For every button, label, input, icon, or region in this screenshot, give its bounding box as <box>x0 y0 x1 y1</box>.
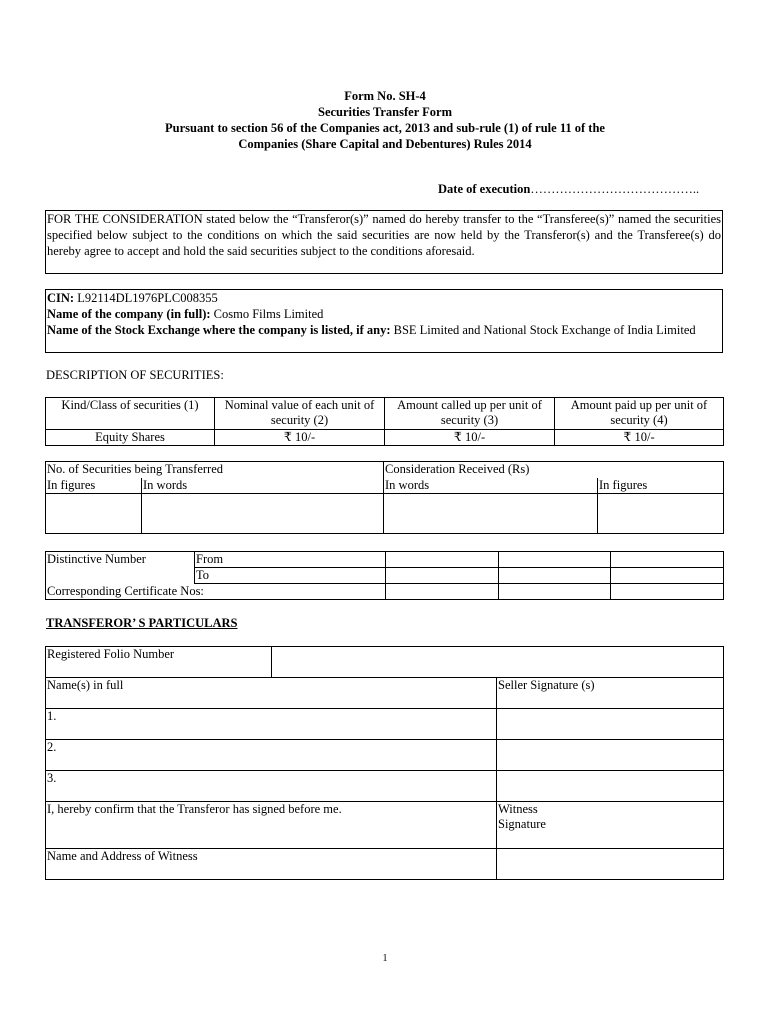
no-of-securities-label: No. of Securities being Transferred <box>46 462 384 478</box>
to-field-3[interactable] <box>611 568 724 584</box>
cell-nominal-value: ₹ 10/- <box>215 430 385 446</box>
form-subtitle-line2: Companies (Share Capital and Debentures) Rules 2014 <box>238 137 532 151</box>
transferor-name-2[interactable]: 2. <box>46 740 497 771</box>
description-heading: DESCRIPTION OF SECURITIES: <box>46 368 224 382</box>
consideration-in-words-field[interactable] <box>384 494 598 534</box>
date-of-execution <box>438 181 738 197</box>
cin-label: CIN: <box>47 291 75 305</box>
transferor-name-1[interactable]: 1. <box>46 709 497 740</box>
registered-folio-label: Registered Folio Number <box>46 647 272 678</box>
in-words-label: In words <box>142 478 384 494</box>
cin-value: L92114DL1976PLC008355 <box>74 291 218 305</box>
to-field-1[interactable] <box>386 568 499 584</box>
securities-in-figures-field[interactable] <box>46 494 142 534</box>
header-amount-called: Amount called up per unit of security (3) <box>385 398 555 430</box>
certificate-field-2[interactable] <box>499 584 611 600</box>
page-number: 1 <box>382 953 388 964</box>
header-nominal-value: Nominal value of each unit of security (2) <box>215 398 385 430</box>
header-amount-paid: Amount paid up per unit of security (4) <box>555 398 724 430</box>
date-of-execution-label: Date of execution <box>438 182 531 196</box>
cell-amount-called: ₹ 10/- <box>385 430 555 446</box>
from-label: From <box>195 552 386 568</box>
form-title: Securities Transfer Form <box>318 105 452 119</box>
transferor-table <box>45 646 724 880</box>
certificate-field-1[interactable] <box>386 584 499 600</box>
witness-label: Witness <box>498 802 538 816</box>
company-name-label: Name of the company (in full): <box>47 307 211 321</box>
to-label: To <box>195 568 386 584</box>
consideration-in-words-label: In words <box>384 478 598 494</box>
witness-address-label: Name and Address of Witness <box>46 849 497 880</box>
form-number: Form No. SH-4 <box>344 89 426 103</box>
from-field-2[interactable] <box>499 552 611 568</box>
transferor-name-3[interactable]: 3. <box>46 771 497 802</box>
stock-exchange-value: BSE Limited and National Stock Exchange of India Limited <box>390 323 696 337</box>
securities-data-row <box>46 430 724 446</box>
consideration-in-figures-label: In figures <box>598 478 724 494</box>
company-details <box>45 289 723 353</box>
distinctive-number-label: Distinctive Number <box>46 552 195 568</box>
transfer-table <box>45 461 724 534</box>
stock-exchange-label: Name of the Stock Exchange where the company is listed, if any: <box>47 323 391 337</box>
date-of-execution-field[interactable]: ………………………………….. <box>530 182 700 196</box>
seller-signature-1[interactable] <box>497 709 724 740</box>
transferor-heading: TRANSFEROR’ S PARTICULARS <box>46 616 238 630</box>
from-field-1[interactable] <box>386 552 499 568</box>
certificate-field-3[interactable] <box>611 584 724 600</box>
cell-amount-paid: ₹ 10/- <box>555 430 724 446</box>
company-name-value: Cosmo Films Limited <box>210 307 324 321</box>
distinctive-spacer <box>46 568 195 584</box>
securities-table <box>45 397 724 446</box>
consideration-received-label: Consideration Received (Rs) <box>384 462 724 478</box>
cell-kind-class: Equity Shares <box>46 430 215 446</box>
witness-confirmation: I, hereby confirm that the Transferor has signed before me. <box>46 802 497 849</box>
securities-header-row <box>46 398 724 430</box>
in-figures-label: In figures <box>46 478 142 494</box>
witness-address-field[interactable] <box>497 849 724 880</box>
seller-signature-label: Seller Signature (s) <box>497 678 724 709</box>
consideration-paragraph: FOR THE CONSIDERATION stated below the “Transferor(s)” named do hereby transfer to the “Transferee(s)” named the securities specified below subject to the conditions on which the said securities are now held by the Transferor(s) and the Transferee(s) do hereby agree to accept and hold the said securities subject to the conditions aforesaid. <box>45 210 723 274</box>
witness-signature-cell[interactable] <box>497 802 724 849</box>
to-field-2[interactable] <box>499 568 611 584</box>
securities-in-words-field[interactable] <box>142 494 384 534</box>
from-field-3[interactable] <box>611 552 724 568</box>
witness-signature-label: Signature <box>498 817 546 831</box>
names-in-full-label: Name(s) in full <box>46 678 497 709</box>
seller-signature-2[interactable] <box>497 740 724 771</box>
header-kind-class: Kind/Class of securities (1) <box>46 398 215 430</box>
registered-folio-field[interactable] <box>272 647 724 678</box>
distinctive-number-table <box>45 551 724 600</box>
consideration-in-figures-field[interactable] <box>598 494 724 534</box>
certificate-nos-label: Corresponding Certificate Nos: <box>46 584 386 600</box>
seller-signature-3[interactable] <box>497 771 724 802</box>
form-subtitle-line1: Pursuant to section 56 of the Companies act, 2013 and sub-rule (1) of rule 11 of the <box>165 121 605 135</box>
